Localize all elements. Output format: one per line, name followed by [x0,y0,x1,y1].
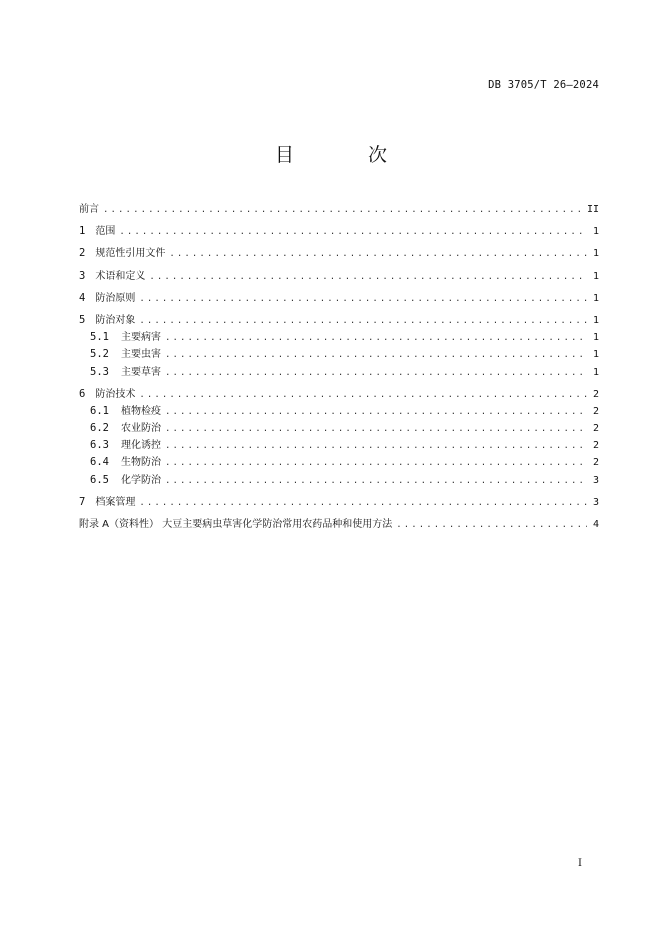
toc-entry-number: 6.1 [90,404,109,417]
toc-entry-label: 主要虫害 [120,349,161,361]
toc-entry-page: 3 [592,496,599,508]
toc-leader-dots [139,387,587,404]
toc-leader-dots [149,269,587,286]
toc-title: 目 次 [274,144,422,166]
toc-entry-number: 6.4 [90,456,109,469]
toc-entry-6[interactable] [79,386,599,403]
toc-entry-page: 1 [592,270,599,282]
toc-leader-dots [396,517,587,534]
document-code: DB 3705/T 26—2024 [488,79,599,91]
toc-entry-page: 2 [592,388,599,400]
toc-leader-dots [103,202,583,219]
toc-entry-page: 3 [592,474,599,486]
toc-entry-appendix-a[interactable] [79,516,599,533]
toc-entry-page: 2 [592,423,599,435]
toc-entry-label: 化学防治 [120,474,161,486]
toc-entry-1[interactable] [79,223,599,240]
toc-entry-foreword[interactable] [79,201,599,218]
toc-leader-dots [139,313,587,330]
toc-entry-5-2[interactable] [79,346,599,363]
toc-entry-2[interactable] [79,245,599,262]
toc-leader-dots [165,438,587,455]
toc-entry-5-3[interactable] [79,364,599,381]
toc-entry-page: 2 [592,440,599,452]
toc-entry-6-1[interactable] [79,403,599,420]
toc-entry-label: 防治对象 [95,314,136,326]
toc-entry-label: 术语和定义 [95,270,146,282]
toc-leader-dots [165,347,587,364]
toc-entry-4[interactable] [79,290,599,307]
toc-leader-dots [139,495,587,512]
toc-leader-dots [169,246,587,263]
toc-entry-page: 2 [592,457,599,469]
toc-entry-number: 1 [79,225,86,238]
toc-entry-number: 7 [79,495,86,508]
toc-entry-number: 4 [79,291,86,304]
toc-entry-label: 前言 [79,204,99,215]
toc-leader-dots [165,421,587,438]
toc-entry-number: 6.3 [90,439,109,452]
toc-entry-number: 3 [79,269,86,282]
toc-entry-6-5[interactable] [79,472,599,489]
toc-leader-dots [119,224,587,241]
toc-leader-dots [165,404,587,421]
toc-entry-number: 5.2 [90,348,109,361]
toc-entry-label: 主要病害 [120,332,161,344]
toc-entry-page: II [586,204,599,215]
toc-entry-7[interactable] [79,494,599,511]
toc-entry-page: 2 [592,405,599,417]
toc-leader-dots [165,365,587,382]
toc-entry-6-2[interactable] [79,420,599,437]
toc-entry-label: 农业防治 [120,423,161,435]
toc-entry-page: 1 [592,366,599,378]
toc-entry-label: 理化诱控 [120,440,161,452]
toc-entry-3[interactable] [79,268,599,285]
toc-entry-page: 1 [592,332,599,344]
toc-entry-6-4[interactable] [79,454,599,471]
toc-entry-number: 5 [79,313,86,326]
toc-entry-label: 档案管理 [95,496,136,508]
toc-entry-page: 1 [592,226,599,238]
toc-leader-dots [165,473,587,490]
toc-entry-page: 4 [592,519,599,530]
toc-entry-6-3[interactable] [79,437,599,454]
toc-entry-page: 1 [592,349,599,361]
toc-entry-label: 附录 A（资料性） 大豆主要病虫草害化学防治常用农药品种和使用方法 [79,519,393,530]
toc-entry-5-1[interactable] [79,329,599,346]
toc-entry-label: 防治原则 [95,292,136,304]
toc-entry-number: 6 [79,387,86,400]
toc-entry-number: 5.3 [90,365,109,378]
table-of-contents [79,201,599,533]
toc-entry-5[interactable] [79,312,599,329]
toc-entry-number: 5.1 [90,331,109,344]
toc-entry-label: 生物防治 [120,457,161,469]
toc-entry-label: 规范性引用文件 [95,248,166,260]
toc-entry-label: 防治技术 [95,388,136,400]
toc-entry-number: 6.5 [90,473,109,486]
toc-leader-dots [165,455,587,472]
toc-entry-page: 1 [592,248,599,260]
toc-entry-label: 植物检疫 [120,405,161,417]
toc-leader-dots [165,330,587,347]
toc-entry-number: 6.2 [90,422,109,435]
page-number: I [578,858,582,869]
toc-leader-dots [139,291,587,308]
toc-entry-label: 范围 [95,226,116,238]
toc-entry-page: 1 [592,314,599,326]
toc-entry-page: 1 [592,292,599,304]
toc-entry-label: 主要草害 [120,366,161,378]
toc-entry-number: 2 [79,247,86,260]
